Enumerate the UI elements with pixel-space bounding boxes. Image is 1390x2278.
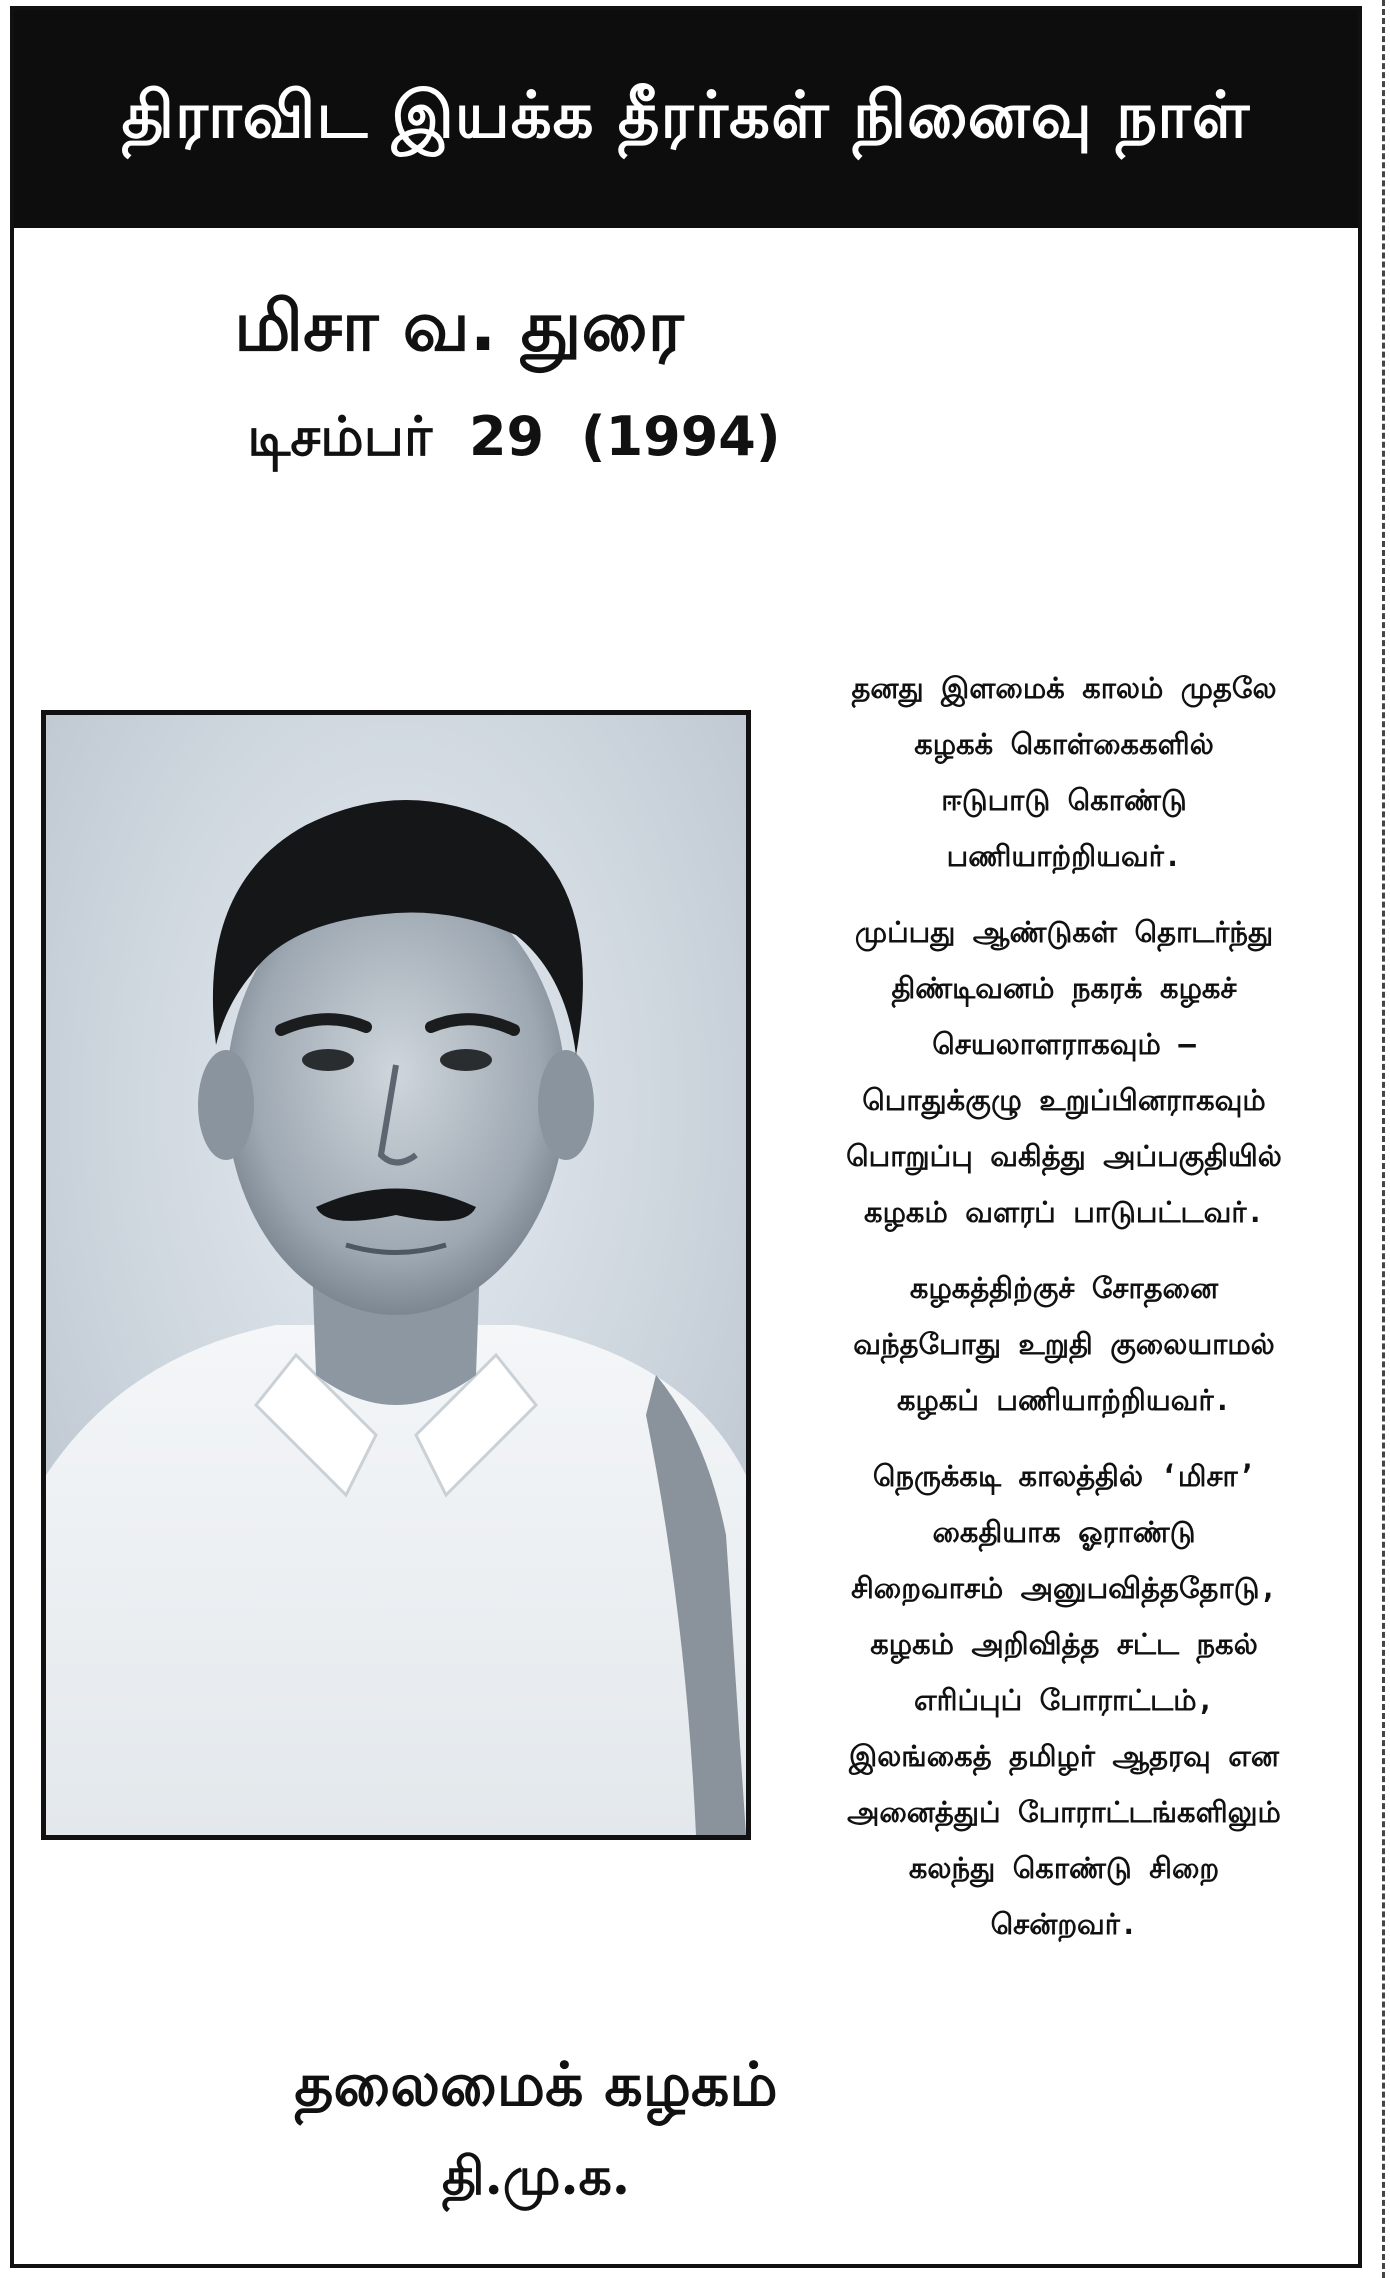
cut-line (1382, 0, 1385, 2278)
party-name: தி.மு.க. (442, 2146, 630, 2207)
notice-title: திராவிட இயக்க தீரர்கள் நினைவு நாள் (14, 10, 1358, 228)
portrait-photo (41, 710, 751, 1840)
bio-line: சிறைவாசம் அனுபவித்ததோடு, (851, 1571, 1277, 1605)
bio-line: செயலாளராகவும் – (932, 1027, 1196, 1061)
person-name: மிசா வ. துரை (234, 285, 684, 367)
bio-line: நெருக்கடி காலத்தில் ‘மிசா’ (872, 1459, 1256, 1493)
bio-line: கழகம் வளரப் பாடுபட்டவர். (864, 1195, 1264, 1229)
bio-line: ஈடுபாடு கொண்டு (941, 783, 1187, 817)
bio-paragraph-2 (759, 904, 1369, 1240)
bio-line: எரிப்புப் போராட்டம், (913, 1683, 1215, 1717)
bio-line: சென்றவர். (990, 1907, 1138, 1941)
bio-line: பொறுப்பு வகித்து அப்பகுதியில் (846, 1139, 1282, 1173)
death-date: டிசம்பர் 29 (1994) (247, 405, 781, 468)
bio-line: பொதுக்குழு உறுப்பினராகவும் (862, 1083, 1266, 1117)
portrait-image (46, 715, 746, 1835)
bio-paragraph-3 (759, 1260, 1369, 1428)
bio-line: முப்பது ஆண்டுகள் தொடர்ந்து (854, 915, 1274, 949)
bio-line: அனைத்துப் போராட்டங்களிலும் (847, 1795, 1281, 1829)
organization-name: தலைமைக் கழகம் (294, 2050, 778, 2120)
bio-line: கழகத்திற்குச் சோதனை (909, 1271, 1219, 1305)
bio-line: தனது இளமைக் காலம் முதலே (851, 671, 1277, 705)
bio-line: கழகப் பணியாற்றியவர். (896, 1383, 1232, 1417)
bio-paragraph-4 (759, 1448, 1369, 1952)
bio-line: கலந்து கொண்டு சிறை (908, 1851, 1220, 1885)
biography (759, 660, 1369, 1972)
bio-line: பணியாற்றியவர். (946, 839, 1182, 873)
bio-line: கழகக் கொள்கைகளில் (914, 727, 1214, 761)
signature-block (14, 2050, 1358, 2214)
bio-line: கைதியாக ஓராண்டு (932, 1515, 1196, 1549)
bio-line: கழகம் அறிவித்த சட்ட நகல் (870, 1627, 1258, 1661)
bio-paragraph-1 (759, 660, 1369, 884)
bio-line: வந்தபோது உறுதி குலையாமல் (853, 1327, 1275, 1361)
memorial-notice (10, 6, 1362, 2268)
bio-line: இலங்கைத் தமிழர் ஆதரவு என (849, 1739, 1279, 1773)
bio-line: திண்டிவனம் நகரக் கழகச் (891, 971, 1237, 1005)
